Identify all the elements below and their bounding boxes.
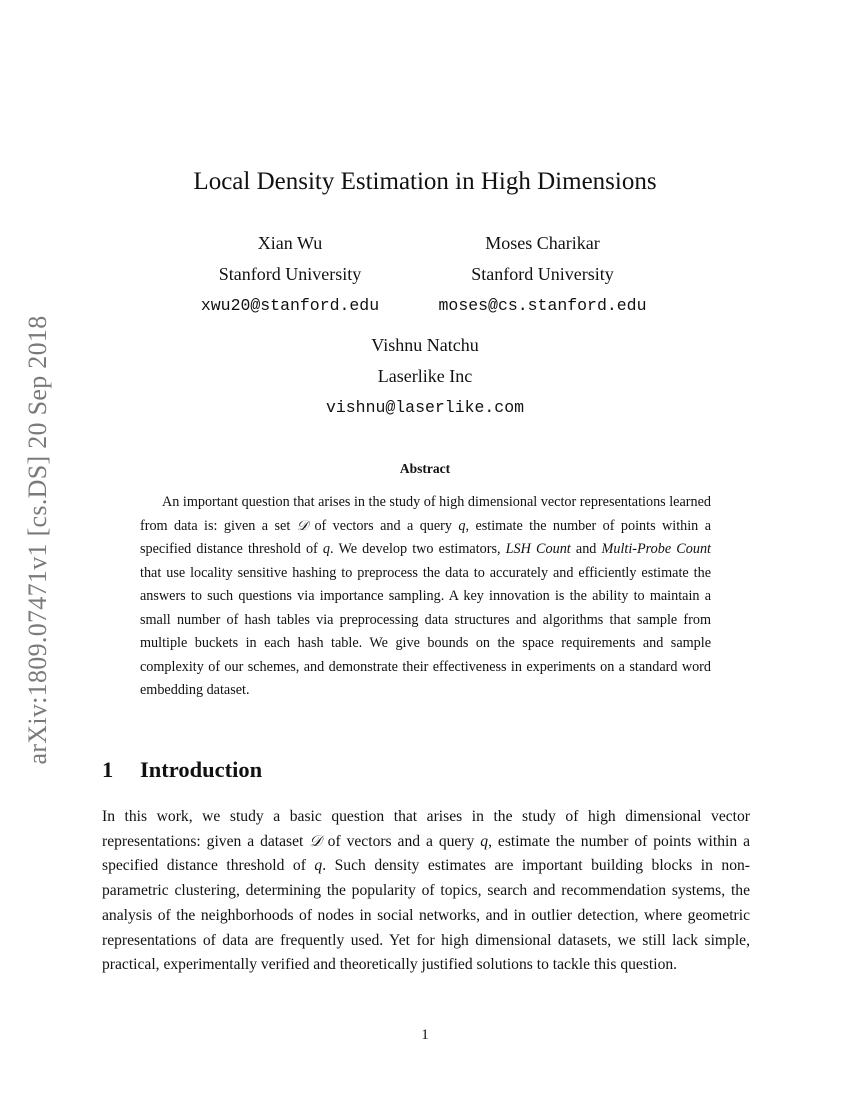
section-number: 1 <box>102 757 114 782</box>
abstract-text: and <box>570 541 602 557</box>
math-query-symbol: q <box>322 541 331 557</box>
section-heading <box>102 757 262 783</box>
intro-text: of vectors and a query <box>321 832 481 850</box>
section-title: Introduction <box>140 757 263 782</box>
math-query-symbol: q <box>480 832 489 850</box>
intro-text: , estimate the number of points within a specified distance threshold of <box>102 832 750 875</box>
math-query-symbol: q <box>458 517 466 534</box>
author-block-1 <box>190 228 390 321</box>
author-block-2 <box>420 228 665 321</box>
estimator-name: LSH Count <box>505 541 571 557</box>
author-name: Xian Wu <box>257 233 323 253</box>
author-email: vishnu@laserlike.com <box>325 398 525 417</box>
abstract-text: An important question that arises in the study of high dimensional vector representations learned from data is: given a set <box>140 494 711 534</box>
author-block-3 <box>300 330 550 423</box>
abstract-text: that use locality sensitive hashing to preprocess the data to accurately and efficiently estimate the answers to such questions via importance sampling. A key innovation is the ability to maintain a small number of hash tables via preprocessing data structures and algorithms that sample from multiple buckets in each hash table. We give bounds on the space requirements and sample complexity of our schemes, and demonstrate their effectiveness in experiments on a standard word embedding dataset. <box>140 564 711 698</box>
abstract-body <box>140 491 711 703</box>
author-affiliation: Stanford University <box>471 264 614 284</box>
abstract-heading: Abstract <box>399 461 451 476</box>
intro-paragraph <box>102 805 750 978</box>
author-affiliation: Stanford University <box>218 264 362 284</box>
author-affiliation: Laserlike Inc <box>377 366 473 386</box>
author-email: moses@cs.stanford.edu <box>438 296 647 315</box>
intro-text: In this work, we study a basic question that arises in the study of high dimensional vector representations: given a dataset <box>102 808 750 850</box>
paper-title: Local Density Estimation in High Dimensions <box>193 168 657 195</box>
page-number: 1 <box>421 1027 429 1043</box>
intro-text: . Such density estimates are important building blocks in non-parametric clustering, determining the popularity of topics, search and recommendation systems, the analysis of the neighborhoods of nodes in social networks, and in outlier detection, where geometric representations of data are frequently used. Yet for high dimensional datasets, we still lack simple, practical, experimentally verified and theoretically justified solutions to tackle this question. <box>102 857 750 974</box>
author-name: Moses Charikar <box>485 233 600 253</box>
math-query-symbol: q <box>314 857 323 875</box>
abstract-text: of vectors and a query <box>308 517 459 534</box>
abstract-text: . We develop two estimators, <box>330 541 506 557</box>
arxiv-identifier-stamp: arXiv:1809.07471v1 [cs.DS] 20 Sep 2018 <box>23 315 52 765</box>
estimator-name: Multi-Probe Count <box>601 541 711 557</box>
author-name: Vishnu Natchu <box>371 335 479 355</box>
abstract-text: , estimate the number of points within a specified distance threshold of <box>140 517 711 557</box>
math-set-symbol: 𝒟 <box>296 517 309 534</box>
math-set-symbol: 𝒟 <box>309 832 322 850</box>
author-email: xwu20@stanford.edu <box>200 296 380 315</box>
